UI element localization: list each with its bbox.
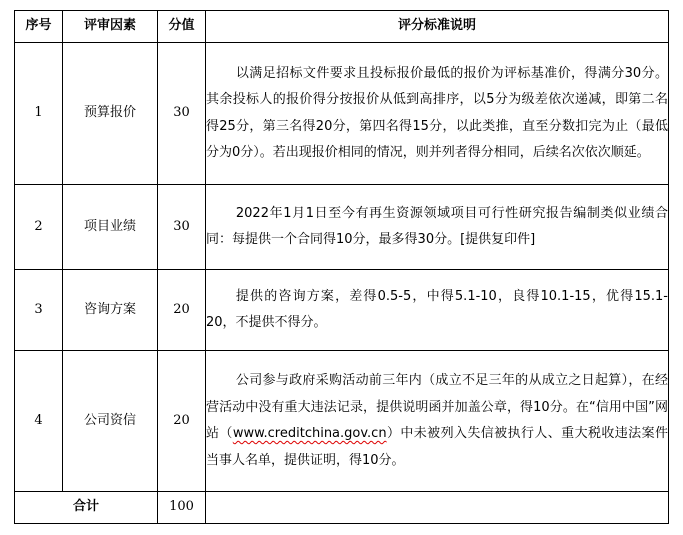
row-index: 3: [15, 270, 63, 351]
header-index: 序号: [15, 11, 63, 43]
header-score: 分值: [158, 11, 206, 43]
table-row: [15, 270, 669, 351]
creditchina-url: www.creditchina.gov.cn: [232, 426, 387, 441]
row-description: [206, 351, 669, 492]
row-factor: 项目业绩: [63, 185, 158, 270]
total-label: 合计: [15, 492, 158, 524]
row-score: 30: [158, 185, 206, 270]
table-row: [15, 43, 669, 185]
table-header-row: [15, 11, 669, 43]
description-text: [206, 368, 668, 474]
description-text: 以满足招标文件要求且投标报价最低的报价为评标基准价，得满分30分。其余投标人的报价得分按报价从低到高排序，以5分为级差依次递减，即第二名得25分，第三名得20分，第四名得15分，以此类推，直至分数扣完为止（最低分为0分）。若出现报价相同的情况，则并列者得分相同，后续名次依次顺延。: [206, 65, 668, 160]
table-row: [15, 351, 669, 492]
row-index: 4: [15, 351, 63, 492]
description-text-after-url: ）中未被列入失信被执行人、重大税收违法案件当事人名单，提供证明，得10分。: [206, 426, 668, 468]
row-factor: 预算报价: [63, 43, 158, 185]
row-score: 20: [158, 270, 206, 351]
row-factor: 公司资信: [63, 351, 158, 492]
row-description: [206, 185, 669, 270]
total-row: [15, 492, 669, 524]
description-text: 提供的咨询方案，差得0.5-5，中得5.1-10，良得10.1-15，优得15.1-20，不提供不得分。: [206, 288, 668, 330]
header-description: 评分标准说明: [206, 11, 669, 43]
total-description: [206, 492, 669, 524]
row-index: 1: [15, 43, 63, 185]
description-text: 2022年1月1日至今有再生资源领域项目可行性研究报告编制类似业绩合同：每提供一个合同得10分，最多得30分。[提供复印件]: [206, 205, 668, 247]
description-text-before-url: 公司参与政府采购活动前三年内（成立不足三年的从成立之日起算），在经营活动中没有重大违法记录，提供说明函并加盖公章，得10分。在“信用中国”网站（: [206, 373, 668, 441]
row-score: 20: [158, 351, 206, 492]
row-description: [206, 270, 669, 351]
row-factor: 咨询方案: [63, 270, 158, 351]
header-factor: 评审因素: [63, 11, 158, 43]
row-index: 2: [15, 185, 63, 270]
row-score: 30: [158, 43, 206, 185]
total-score: 100: [158, 492, 206, 524]
table-row: [15, 185, 669, 270]
scoring-table: [14, 10, 669, 524]
row-description: [206, 43, 669, 185]
